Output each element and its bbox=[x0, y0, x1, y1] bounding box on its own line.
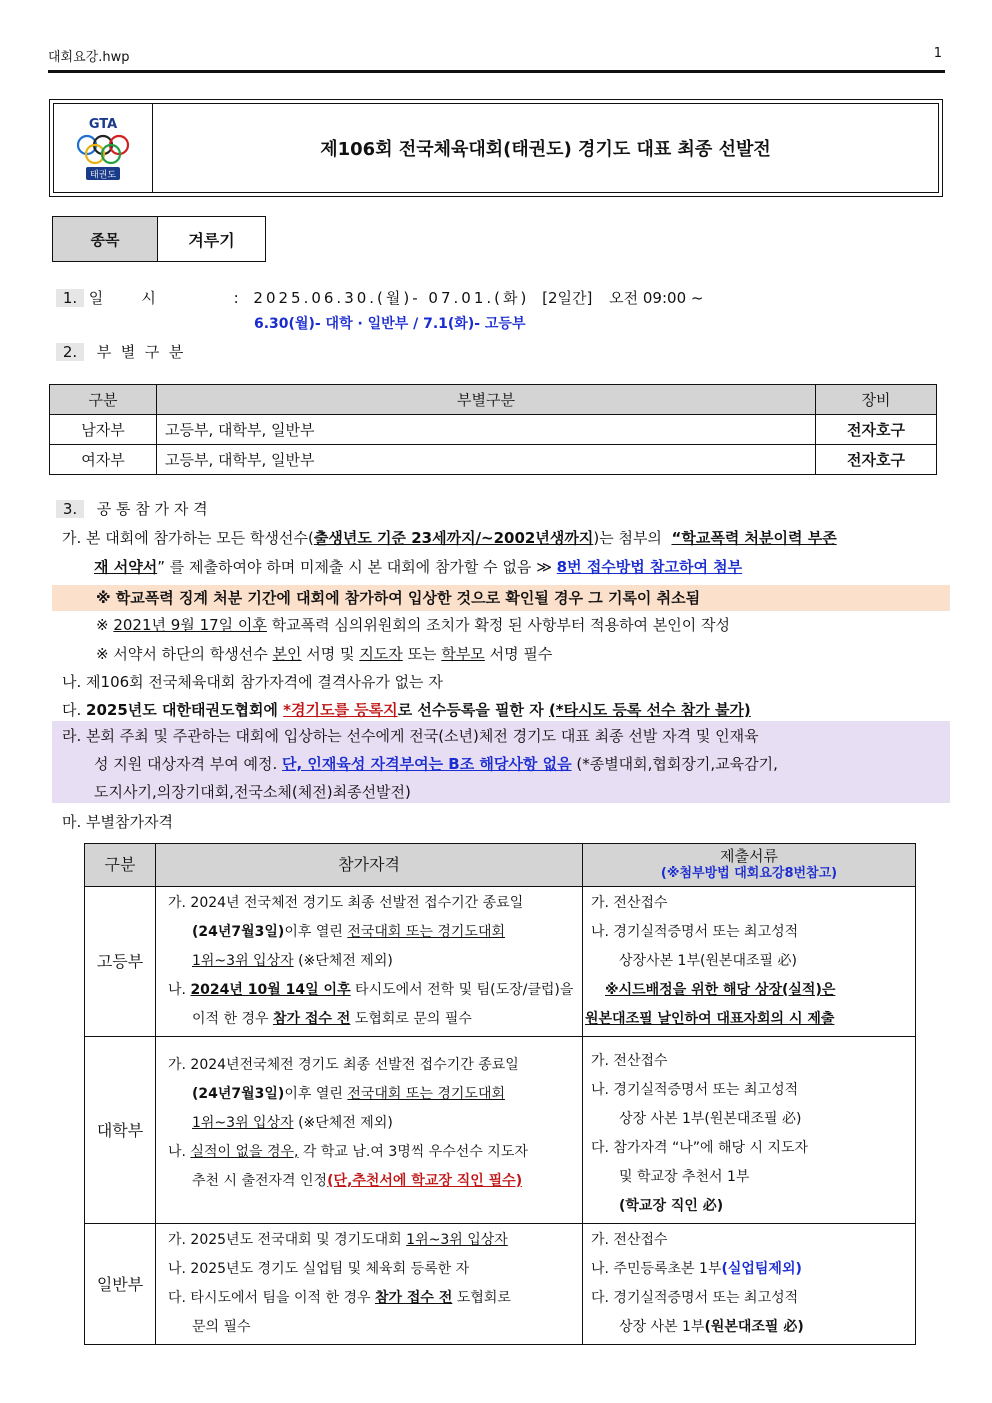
qual-header-documents-note: (※첨부방법 대회요강8번참고) bbox=[660, 866, 838, 881]
note-3-text-3: 또는 bbox=[402, 645, 442, 663]
hs-d5: 원본대조필 날인하여 대표자회의 시 제출 bbox=[585, 1011, 835, 1027]
effective-date: 2021년 9월 17일 이후 bbox=[113, 616, 267, 634]
hs-q2-text: 타시도에서 전학 및 팀(도장/클럽)을 bbox=[350, 982, 574, 998]
item-na bbox=[62, 671, 443, 692]
univ-q1-date: (24년7월3일) bbox=[192, 1086, 285, 1102]
event-date: 2025.06.30.(월)- 07.01.(화) bbox=[253, 289, 530, 307]
item-ra-line3: 도지사기,의장기대회,전국소체(체전)최종선발전) bbox=[94, 783, 411, 801]
note-3-coach: 지도자 bbox=[359, 645, 403, 663]
item-ga-marker: 가. bbox=[62, 529, 82, 547]
event-value: 겨루기 bbox=[188, 230, 235, 250]
item-ra-marker: 라. bbox=[62, 727, 82, 745]
qual-documents-gen bbox=[583, 1224, 916, 1345]
title-box bbox=[49, 99, 943, 197]
table-row bbox=[85, 887, 916, 1037]
gen-q3-before: 참가 접수 전 bbox=[374, 1290, 453, 1306]
table-row bbox=[85, 1037, 916, 1224]
univ-q2-mark: 나. bbox=[168, 1144, 191, 1160]
note-3-text: ※ 서약서 하단의 학생선수 bbox=[96, 645, 273, 663]
gen-q3-text: 도협회로 bbox=[452, 1290, 511, 1306]
item-ra-line2 bbox=[94, 753, 778, 774]
item-ga-text: 본 대회에 참가하는 모든 학생선수( bbox=[86, 529, 314, 547]
pledge-title-end: 재 서약서 bbox=[94, 558, 158, 576]
hs-q2-date: 2024년 10월 14일 이후 bbox=[190, 982, 351, 998]
hs-q2-text-2: 이적 한 경우 bbox=[192, 1011, 273, 1027]
file-name: 대회요강.hwp bbox=[48, 50, 130, 65]
section-3 bbox=[56, 498, 208, 519]
note-3-self: 본인 bbox=[272, 645, 302, 663]
section-2-label: 부 별 구 분 bbox=[96, 343, 184, 361]
division-equipment: 전자호구 bbox=[816, 415, 937, 445]
note-3-text-4: 서명 필수 bbox=[484, 645, 553, 663]
gen-q1-rank: 1위~3위 입상자 bbox=[406, 1232, 508, 1248]
qual-header-documents-title: 제출서류 bbox=[720, 847, 778, 865]
item-ra-text-2: 성 지원 대상자격 부여 예정. bbox=[94, 755, 282, 773]
gen-q1: 가. 2025년도 전국대회 및 경기도대회 bbox=[168, 1232, 407, 1248]
section-3-number: 3. bbox=[56, 500, 84, 518]
item-na-marker: 나. bbox=[62, 673, 82, 691]
qual-eligibility-hs bbox=[156, 887, 583, 1037]
qual-documents-univ bbox=[583, 1037, 916, 1224]
event-box bbox=[52, 216, 266, 262]
univ-q1: 가. 2024년전국체전 경기도 최종 선발전 접수기간 종료일 bbox=[168, 1057, 519, 1073]
division-header-group: 구분 bbox=[50, 385, 157, 415]
qual-group-hs: 고등부 bbox=[85, 887, 156, 1037]
univ-q2-text-2: 추천 시 출전자격 인정 bbox=[192, 1173, 328, 1189]
gen-d4-note: (원본대조필 必) bbox=[704, 1319, 804, 1335]
division-group: 남자부 bbox=[50, 415, 157, 445]
section-1-label: 일 시 bbox=[88, 289, 156, 307]
section-1 bbox=[56, 287, 703, 308]
hs-q1-rank: 1위~3위 입상자 bbox=[192, 953, 294, 969]
age-limit: 출생년도 기준 23세까지/~2002년생까지 bbox=[313, 529, 594, 547]
univ-q2-seal: (단,추천서에 학교장 직인 필수) bbox=[327, 1173, 523, 1189]
division-header-equip: 장비 bbox=[816, 385, 937, 415]
hs-q2-text-3: 도협회로 문의 필수 bbox=[350, 1011, 472, 1027]
univ-d1: 가. 전산접수 bbox=[591, 1053, 668, 1069]
hs-q1: 가. 2024년 전국체전 경기도 최종 선발전 접수기간 종료일 bbox=[168, 895, 524, 911]
section-3-label: 공 통 참 가 자 격 bbox=[96, 500, 208, 518]
gta-logo bbox=[54, 104, 153, 192]
univ-d4: 다. 참가자격 “나”에 해당 시 지도자 bbox=[591, 1140, 809, 1156]
qual-group-gen: 일반부 bbox=[85, 1224, 156, 1345]
division-table bbox=[49, 384, 937, 475]
table-row bbox=[85, 1224, 916, 1345]
note-2-mark: ※ bbox=[96, 616, 114, 634]
event-label: 종목 bbox=[53, 217, 158, 261]
logo-top-text: GTA bbox=[88, 117, 118, 132]
attach-instruction-link: 8번 접수방법 참고하여 첨부 bbox=[556, 558, 743, 576]
hs-d3: 상장사본 1부(원본대조필 必) bbox=[619, 953, 797, 969]
gen-d1: 가. 전산접수 bbox=[591, 1232, 668, 1248]
division-header-divisions: 부별구분 bbox=[157, 385, 816, 415]
item-ra-text-3: (*종별대회,협회장기,교육감기, bbox=[571, 755, 778, 773]
table-row bbox=[50, 445, 937, 475]
univ-d6: (학교장 직인 必) bbox=[619, 1198, 724, 1214]
item-ga-text-3: ” 를 제출하여야 하며 미제출 시 본 대회에 참가할 수 없음 ≫ bbox=[157, 558, 557, 576]
pledge-title: “학교폭력 처분이력 부존 bbox=[671, 529, 837, 547]
registration-region: *경기도를 등록지 bbox=[283, 701, 398, 719]
qual-header-eligibility: 참가자격 bbox=[156, 844, 583, 887]
univ-d3: 상장 사본 1부(원본대조필 必) bbox=[619, 1111, 802, 1127]
item-ma-marker: 마. bbox=[62, 813, 82, 831]
division-list: 고등부, 대학부, 일반부 bbox=[157, 415, 816, 445]
gen-q2: 나. 2025년도 경기도 실업팀 및 체육회 등록한 자 bbox=[168, 1261, 470, 1277]
univ-d5: 및 학교장 추천서 1부 bbox=[619, 1169, 750, 1185]
univ-q1-events: 전국대회 또는 경기도대회 bbox=[347, 1086, 506, 1102]
division-list: 고등부, 대학부, 일반부 bbox=[157, 445, 816, 475]
event-time: 오전 09:00 ~ bbox=[609, 289, 704, 307]
note-3 bbox=[96, 643, 552, 664]
univ-q2-cond: 실적이 없을 경우, bbox=[190, 1144, 299, 1160]
hs-d2: 나. 경기실적증명서 또는 최고성적 bbox=[591, 924, 799, 940]
univ-q2-text: 각 학교 남.여 3명씩 우수선수 지도자 bbox=[298, 1144, 528, 1160]
table-row bbox=[50, 415, 937, 445]
univ-q1-text: 이후 열린 bbox=[284, 1086, 348, 1102]
division-group: 여자부 bbox=[50, 445, 157, 475]
gen-q3: 다. 타시도에서 팀을 이적 한 경우 bbox=[168, 1290, 375, 1306]
qual-header-group: 구분 bbox=[85, 844, 156, 887]
cancellation-notice: ※ 학교폭력 징계 처분 기간에 대회에 참가하여 입상한 것으로 확인될 경우 그 기록이 취소됨 bbox=[52, 585, 950, 611]
note-2-text: 학교폭력 심의위원회의 조치가 확정 된 사항부터 적용하여 본인이 작성 bbox=[266, 616, 731, 634]
qual-group-univ: 대학부 bbox=[85, 1037, 156, 1224]
event-days: [2일간] bbox=[542, 289, 593, 307]
hs-d1: 가. 전산접수 bbox=[591, 895, 668, 911]
gen-d2: 나. 주민등록초본 1부 bbox=[591, 1261, 722, 1277]
qual-eligibility-gen bbox=[156, 1224, 583, 1345]
univ-d2: 나. 경기실적증명서 또는 최고성적 bbox=[591, 1082, 799, 1098]
item-ra-text: 본회 주최 및 주관하는 대회에 입상하는 선수에게 전국(소년)체전 경기도 대표 최종 선발 자격 및 인재육 bbox=[86, 727, 759, 745]
item-na-text: 제106회 전국체육대회 참가자격에 결격사유가 없는 자 bbox=[86, 673, 443, 691]
note-2 bbox=[96, 614, 730, 635]
univ-q1-excl: (※단체전 제외) bbox=[293, 1115, 393, 1131]
section-2 bbox=[56, 341, 183, 362]
gen-d3: 다. 경기실적증명서 또는 최고성적 bbox=[591, 1290, 799, 1306]
talent-exclusion: 단, 인재육성 자격부여는 B조 해당사항 없음 bbox=[282, 755, 572, 773]
hs-q1-excl: (※단체전 제외) bbox=[293, 953, 393, 969]
qual-eligibility-univ bbox=[156, 1037, 583, 1224]
hs-q2-mark: 나. bbox=[168, 982, 191, 998]
section-2-number: 2. bbox=[56, 343, 84, 361]
section-1-colon: : bbox=[233, 289, 239, 307]
hs-q1-events: 전국대회 또는 경기도대회 bbox=[347, 924, 506, 940]
univ-q1-rank: 1위~3위 입상자 bbox=[192, 1115, 294, 1131]
qualification-table bbox=[84, 843, 916, 1345]
item-ga-line1 bbox=[62, 527, 837, 548]
qual-header-documents bbox=[583, 844, 916, 887]
olympic-rings-icon bbox=[68, 113, 138, 183]
item-ma-text: 부별참가자격 bbox=[86, 813, 173, 831]
item-ma bbox=[62, 811, 173, 832]
section-1-number: 1. bbox=[56, 289, 84, 307]
hs-q1-date: (24년7월3일) bbox=[192, 924, 285, 940]
gen-q3-text-2: 문의 필수 bbox=[192, 1319, 251, 1335]
item-ga-line2 bbox=[94, 556, 742, 577]
division-equipment: 전자호구 bbox=[816, 445, 937, 475]
note-3-parent: 학부모 bbox=[441, 645, 485, 663]
item-ga-text-2: )는 첨부의 bbox=[593, 529, 667, 547]
other-region-notice: (*타시도 등록 선수 참가 불가) bbox=[548, 701, 751, 719]
gen-d4: 상장 사본 1부 bbox=[619, 1319, 705, 1335]
header-rule bbox=[48, 70, 945, 73]
hs-d4: ※시드배정을 위한 해당 상장(실적)은 bbox=[605, 982, 836, 998]
event-schedule-note: 6.30(월)- 대학 · 일반부 / 7.1(화)- 고등부 bbox=[254, 316, 526, 332]
qual-documents-hs bbox=[583, 887, 916, 1037]
item-da-text: 2025년도 대한태권도협회에 bbox=[86, 701, 284, 719]
document-title: 제106회 전국체육대회(태권도) 경기도 대표 최종 선발전 bbox=[320, 139, 771, 160]
gen-d2-note: (실업팀제외) bbox=[721, 1261, 802, 1277]
item-da bbox=[62, 699, 751, 720]
hs-q2-before: 참가 접수 전 bbox=[272, 1011, 351, 1027]
logo-label: 태권도 bbox=[89, 170, 117, 181]
item-da-marker: 다. bbox=[62, 701, 82, 719]
note-3-text-2: 서명 및 bbox=[301, 645, 360, 663]
item-ra-line1 bbox=[62, 725, 759, 746]
page-number: 1 bbox=[933, 46, 942, 61]
item-da-text-2: 로 선수등록을 필한 자 bbox=[397, 701, 549, 719]
hs-q1-text: 이후 열린 bbox=[284, 924, 348, 940]
